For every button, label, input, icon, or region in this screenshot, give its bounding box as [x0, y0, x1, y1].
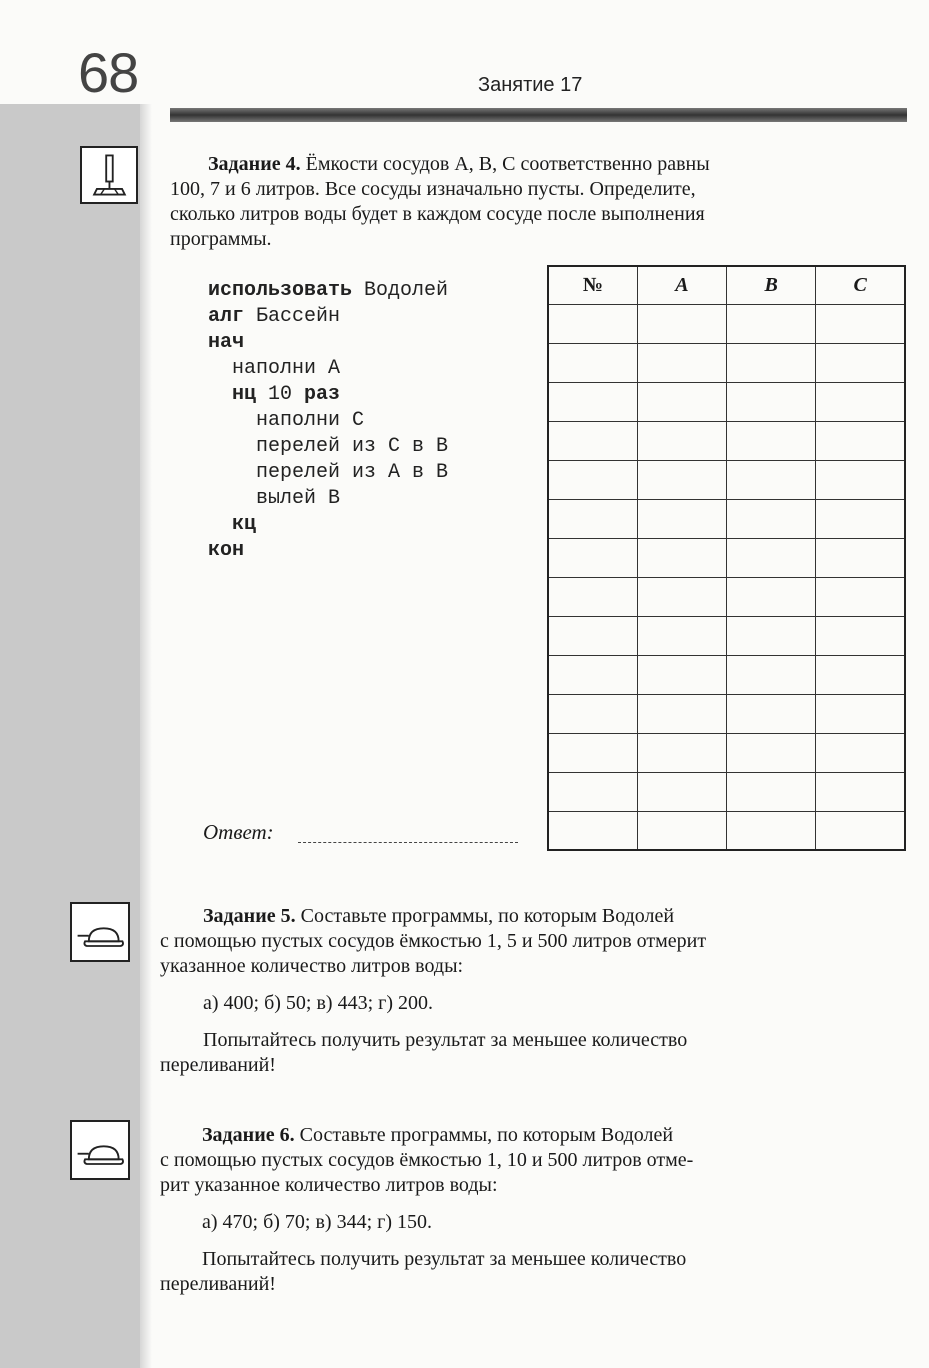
table-cell[interactable]	[637, 499, 726, 538]
table-cell[interactable]	[816, 382, 905, 421]
table-cell[interactable]	[637, 811, 726, 850]
code-keyword: нач	[208, 331, 245, 354]
table-row	[548, 772, 905, 811]
table-cell[interactable]	[727, 577, 816, 616]
table-cell[interactable]	[727, 811, 816, 850]
task4-line-3: сколько литров воды будет в каждом сосуде после выполнения	[170, 203, 705, 225]
code-keyword: алг	[208, 305, 245, 328]
table-row	[548, 655, 905, 694]
table-row	[548, 421, 905, 460]
table-cell[interactable]	[727, 304, 816, 343]
table-cell[interactable]	[548, 460, 637, 499]
trace-table	[547, 265, 906, 851]
task6-line-1: Составьте программы, по которым Водолей	[299, 1124, 674, 1146]
code-text: наполни C	[256, 409, 365, 432]
task6-variants: а) 470; б) 70; в) 344; г) 150.	[202, 1211, 433, 1233]
col-header-c: C	[816, 266, 905, 304]
task5-variants: а) 400; б) 50; в) 443; г) 200.	[203, 992, 434, 1014]
side-band-fade	[140, 104, 152, 1368]
answer-line[interactable]	[298, 842, 518, 843]
task4-label: Задание 4.	[208, 153, 301, 175]
table-cell[interactable]	[727, 421, 816, 460]
table-cell[interactable]	[637, 694, 726, 733]
table-cell[interactable]	[816, 811, 905, 850]
table-row	[548, 694, 905, 733]
code-line	[208, 330, 448, 356]
table-cell[interactable]	[548, 655, 637, 694]
code-text: наполни A	[232, 357, 341, 380]
code-line	[208, 486, 448, 512]
task5-hint-2: переливаний!	[160, 1054, 276, 1076]
task6-line-2: с помощью пустых сосудов ёмкостью 1, 10 и 500 литров отме-	[160, 1149, 694, 1171]
col-header-num: №	[548, 266, 637, 304]
table-cell[interactable]	[548, 616, 637, 655]
table-cell[interactable]	[816, 538, 905, 577]
code-line	[208, 408, 448, 434]
table-cell[interactable]	[727, 772, 816, 811]
table-cell[interactable]	[548, 694, 637, 733]
code-text: перелей из A в B	[256, 461, 449, 484]
task4-line-1: Ёмкости сосудов A, B, C соответственно равны	[305, 153, 710, 175]
header-rule	[170, 108, 907, 122]
table-row	[548, 616, 905, 655]
writing-icon	[80, 146, 138, 204]
table-row	[548, 499, 905, 538]
table-row	[548, 343, 905, 382]
table-cell[interactable]	[727, 499, 816, 538]
table-cell[interactable]	[727, 538, 816, 577]
table-cell[interactable]	[548, 304, 637, 343]
table-cell[interactable]	[727, 655, 816, 694]
code-keyword: кц	[232, 513, 257, 536]
task6-text	[160, 1123, 898, 1297]
trace-table-header	[548, 266, 905, 304]
code-line	[208, 382, 448, 408]
code-line	[208, 278, 448, 304]
code-line	[208, 512, 448, 538]
table-row	[548, 460, 905, 499]
code-keyword: нц	[232, 383, 257, 406]
table-cell[interactable]	[727, 460, 816, 499]
table-cell[interactable]	[816, 577, 905, 616]
task6-hint-1: Попытайтесь получить результат за меньшее количество	[202, 1248, 687, 1270]
table-cell[interactable]	[637, 772, 726, 811]
code-keyword: кон	[208, 539, 245, 562]
task5-text	[160, 904, 898, 1078]
table-cell[interactable]	[727, 382, 816, 421]
code-text: 10	[256, 383, 305, 406]
table-row	[548, 304, 905, 343]
task5-hint-1: Попытайтесь получить результат за меньшее количество	[203, 1029, 688, 1051]
table-cell[interactable]	[727, 733, 816, 772]
lesson-title: Занятие 17	[478, 74, 583, 96]
table-cell[interactable]	[816, 460, 905, 499]
code-line	[208, 356, 448, 382]
table-cell[interactable]	[548, 499, 637, 538]
table-cell[interactable]	[637, 733, 726, 772]
task6-line-3: рит указанное количество литров воды:	[160, 1174, 498, 1196]
table-cell[interactable]	[637, 538, 726, 577]
table-row	[548, 577, 905, 616]
table-cell[interactable]	[548, 382, 637, 421]
table-cell[interactable]	[727, 343, 816, 382]
mouse-icon	[70, 1120, 130, 1180]
task6-hint-2: переливаний!	[160, 1273, 276, 1295]
table-cell[interactable]	[637, 343, 726, 382]
table-cell[interactable]	[637, 304, 726, 343]
table-cell[interactable]	[548, 421, 637, 460]
code-keyword: использовать	[208, 279, 353, 302]
task5-label: Задание 5.	[203, 905, 296, 927]
table-cell[interactable]	[548, 343, 637, 382]
table-cell[interactable]	[727, 616, 816, 655]
table-cell[interactable]	[637, 616, 726, 655]
code-line	[208, 460, 448, 486]
table-cell[interactable]	[816, 655, 905, 694]
code-text: Водолей	[352, 279, 449, 302]
table-cell[interactable]	[548, 733, 637, 772]
code-text: Бассейн	[244, 305, 341, 328]
table-cell[interactable]	[816, 421, 905, 460]
task4-line-4: программы.	[170, 228, 272, 250]
code-text: перелей из C в B	[256, 435, 449, 458]
table-row	[548, 382, 905, 421]
code-line	[208, 434, 448, 460]
table-cell[interactable]	[816, 772, 905, 811]
code-line	[208, 304, 448, 330]
table-cell[interactable]	[727, 694, 816, 733]
program-code	[208, 278, 448, 564]
table-cell[interactable]	[548, 811, 637, 850]
table-cell[interactable]	[548, 577, 637, 616]
table-cell[interactable]	[816, 499, 905, 538]
table-cell[interactable]	[816, 616, 905, 655]
code-text: вылей B	[256, 487, 341, 510]
table-row	[548, 811, 905, 850]
task4-text	[170, 152, 907, 252]
table-cell[interactable]	[637, 382, 726, 421]
table-cell[interactable]	[816, 304, 905, 343]
mouse-icon	[70, 902, 130, 962]
col-header-a: A	[637, 266, 726, 304]
table-cell[interactable]	[816, 343, 905, 382]
table-row	[548, 733, 905, 772]
table-cell[interactable]	[548, 772, 637, 811]
table-cell[interactable]	[816, 694, 905, 733]
answer-label: Ответ:	[203, 820, 274, 844]
task6-label: Задание 6.	[202, 1124, 295, 1146]
code-line	[208, 538, 448, 564]
code-keyword: раз	[304, 383, 341, 406]
task5-line-2: с помощью пустых сосудов ёмкостью 1, 5 и 500 литров отмерит	[160, 930, 707, 952]
table-cell[interactable]	[637, 460, 726, 499]
table-cell[interactable]	[548, 538, 637, 577]
page-number: 68	[78, 41, 139, 104]
table-cell[interactable]	[637, 577, 726, 616]
col-header-b: B	[727, 266, 816, 304]
table-cell[interactable]	[816, 733, 905, 772]
table-cell[interactable]	[637, 421, 726, 460]
task5-line-3: указанное количество литров воды:	[160, 955, 464, 977]
task4-line-2: 100, 7 и 6 литров. Все сосуды изначально пусты. Определите,	[170, 178, 696, 200]
table-row	[548, 538, 905, 577]
table-cell[interactable]	[637, 655, 726, 694]
task5-line-1: Составьте программы, по которым Водолей	[300, 905, 675, 927]
